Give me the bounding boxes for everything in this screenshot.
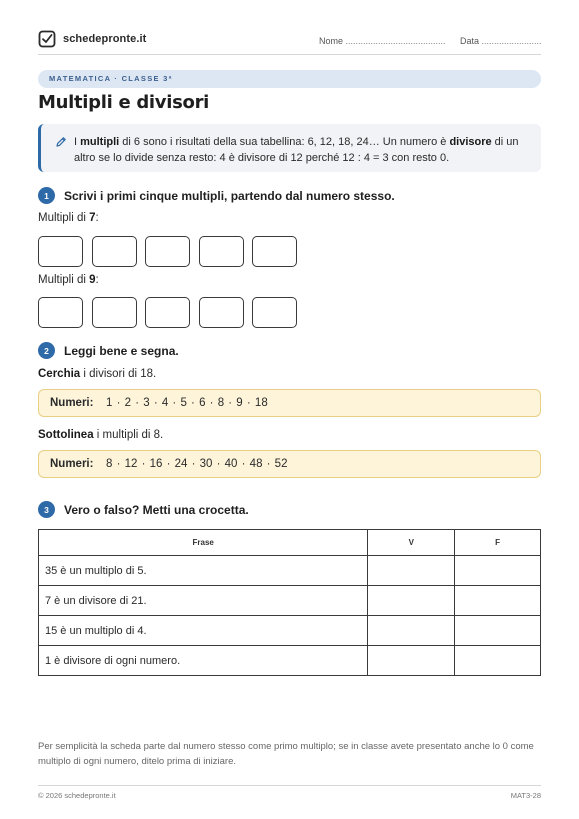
section-number-badge: 3	[38, 501, 55, 518]
date-field	[460, 36, 542, 46]
section-2-heading	[38, 342, 179, 359]
brand-name: schedepronte.it	[63, 33, 147, 45]
true-false-table	[38, 529, 541, 676]
name-label: Nome	[319, 36, 344, 46]
pencil-icon	[55, 136, 67, 148]
column-header-v: V	[368, 530, 455, 556]
info-text: I multipli di 6 sono i risultati della sua tabellina: 6, 12, 18, 24… Un numero è divisore di un altro se lo divide senza resto: 4 è divisore di 12 perché 12 : 4 = 3 con resto 0.	[74, 136, 519, 164]
numbers-list[interactable]: 1 · 2 · 3 · 4 · 5 · 6 · 8 · 9 · 18	[106, 397, 268, 409]
true-checkbox-cell[interactable]	[368, 616, 455, 646]
subject-tag	[38, 70, 541, 88]
answer-box[interactable]	[199, 297, 244, 328]
sheet-code: MAT3-28	[510, 791, 541, 800]
section-title: Scrivi i primi cinque multipli, partendo dal numero stesso.	[64, 188, 395, 203]
table-row	[39, 586, 541, 616]
answer-box[interactable]	[92, 297, 137, 328]
false-checkbox-cell[interactable]	[455, 586, 541, 616]
false-checkbox-cell[interactable]	[455, 616, 541, 646]
page-header	[38, 29, 541, 55]
answer-box[interactable]	[145, 297, 190, 328]
table-row	[39, 646, 541, 676]
copyright: © 2026 schedepronte.it	[38, 791, 116, 800]
column-header-f: F	[455, 530, 541, 556]
checkbox-logo-icon	[38, 30, 56, 48]
table-row	[39, 556, 541, 586]
name-line: ........................................	[345, 36, 446, 46]
numbers-list[interactable]: 8 · 12 · 16 · 24 · 30 · 40 · 48 · 52	[106, 458, 288, 470]
section-title: Leggi bene e segna.	[64, 343, 179, 358]
page-footer	[38, 785, 541, 800]
multiples-of-7-label: Multipli di 7:	[38, 212, 99, 224]
statement-cell: 7 è un divisore di 21.	[39, 586, 368, 616]
underline-multiples-instruction: Sottolinea i multipli di 8.	[38, 429, 164, 441]
date-line: ........................	[481, 36, 542, 46]
section-title: Vero o falso? Metti una crocetta.	[64, 502, 249, 517]
numbers-label: Numeri:	[50, 397, 94, 409]
statement-cell: 35 è un multiplo di 5.	[39, 556, 368, 586]
answer-box[interactable]	[92, 236, 137, 267]
statement-cell: 15 è un multiplo di 4.	[39, 616, 368, 646]
numbers-box-multiples	[38, 450, 541, 478]
true-checkbox-cell[interactable]	[368, 586, 455, 616]
answer-row-7	[38, 236, 306, 267]
numbers-box-divisors	[38, 389, 541, 417]
section-3-heading	[38, 501, 249, 518]
section-1-heading	[38, 187, 395, 204]
multiples-of-9-label: Multipli di 9:	[38, 274, 99, 286]
answer-box[interactable]	[199, 236, 244, 267]
statement-cell: 1 è divisore di ogni numero.	[39, 646, 368, 676]
date-label: Data	[460, 36, 480, 46]
answer-row-9	[38, 297, 306, 328]
true-checkbox-cell[interactable]	[368, 646, 455, 676]
answer-box[interactable]	[38, 236, 83, 267]
column-header-frase: Frase	[39, 530, 368, 556]
section-number-badge: 1	[38, 187, 55, 204]
name-field	[319, 36, 446, 46]
false-checkbox-cell[interactable]	[455, 646, 541, 676]
answer-box[interactable]	[38, 297, 83, 328]
true-checkbox-cell[interactable]	[368, 556, 455, 586]
false-checkbox-cell[interactable]	[455, 556, 541, 586]
table-row	[39, 616, 541, 646]
answer-box[interactable]	[252, 297, 297, 328]
answer-box[interactable]	[252, 236, 297, 267]
info-box	[38, 124, 541, 172]
numbers-label: Numeri:	[50, 458, 94, 470]
teacher-note: Per semplicità la scheda parte dal numero stesso come primo multiplo; se in classe avete presentato anche lo 0 come multiplo di ogni numero, ditelo prima di iniziare.	[38, 741, 534, 767]
circle-divisors-instruction: Cerchia i divisori di 18.	[38, 368, 157, 380]
logo	[38, 30, 146, 48]
answer-box[interactable]	[145, 236, 190, 267]
page-title: Multipli e divisori	[38, 92, 210, 113]
subject-tag-text: MATEMATICA · CLASSE 3ª	[49, 74, 173, 83]
section-number-badge: 2	[38, 342, 55, 359]
